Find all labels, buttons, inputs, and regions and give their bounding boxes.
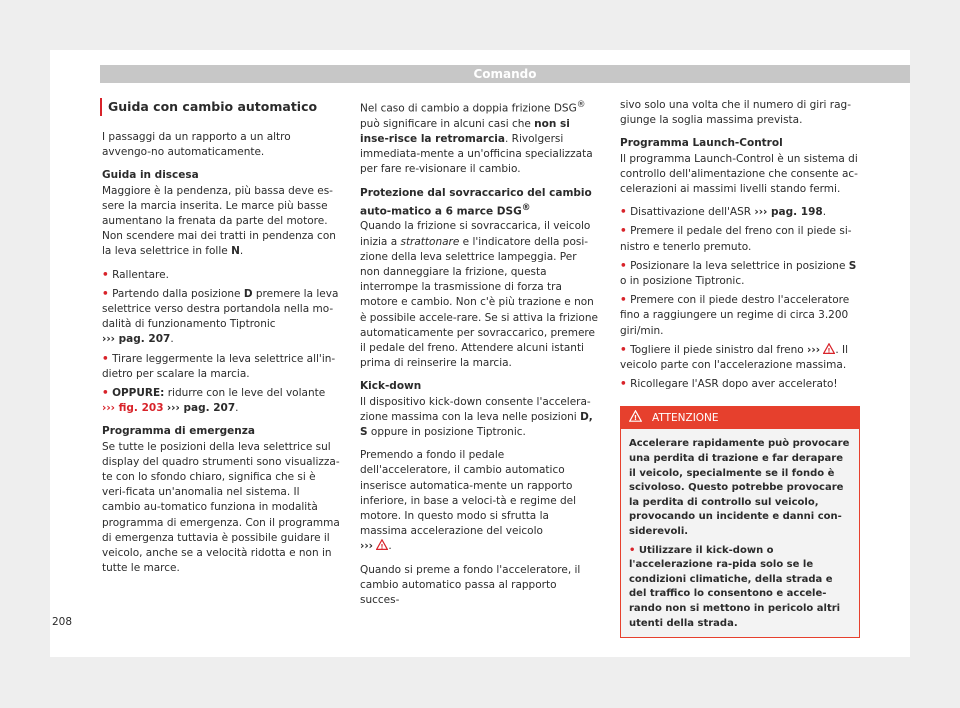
text: o in posizione Tiptronic. xyxy=(620,275,745,288)
text: Posizionare la leva selettrice in posizione xyxy=(630,259,849,272)
text: può significare in alcuni casi che xyxy=(360,117,535,130)
warning-reference-link[interactable]: ››› xyxy=(360,540,373,553)
bullet-icon: • xyxy=(620,294,627,307)
figure-reference-link[interactable]: ››› fig. 203 xyxy=(102,402,164,415)
text: ridurre con le leve del volante xyxy=(164,387,326,400)
list-item xyxy=(620,377,858,392)
paragraph-continuation: sivo solo una volta che il numero di giri rag-giunge la soglia massima prevista. xyxy=(620,99,851,127)
page-reference-link[interactable]: ››› pag. 207 xyxy=(102,333,171,346)
text-bold: S xyxy=(848,259,857,272)
bullet-icon: • xyxy=(102,387,109,400)
paragraph-acceleratore: Premendo a fondo il pedale dell'acceleratore, il cambio automatico inserisce automatica-mente un rapporto inferiore, in base a veloci-tà e regime del motore. In questo modo si sfrutta la massima accelerazione del veicolo ››› ! . xyxy=(360,449,577,553)
text: Premere il pedale del freno con il piede si-nistro e tenerlo premuto. xyxy=(620,225,852,253)
warning-text: Accelerare rapidamente può provocare una perdita di trazione e far derapare il veicolo, specialmente se il fondo è scivoloso. Questo potrebbe provocare la perdita di controllo sul veicolo, provocando un incidente e danni con-siderevoli. xyxy=(629,438,850,538)
warning-box xyxy=(620,406,860,638)
list-item: • Partendo dalla posizione D premere la leva selettrice verso destra portandola nella mo-dalità di funzionamento Tiptronic ››› pag. 207. xyxy=(102,287,339,346)
warning-triangle-icon xyxy=(629,410,642,422)
text: . xyxy=(239,245,244,258)
paragraph-discesa xyxy=(102,184,340,260)
svg-text:!: ! xyxy=(827,346,831,354)
svg-text:!: ! xyxy=(633,414,638,423)
list-item xyxy=(620,205,858,220)
heading-emergenza: Programma di emergenza xyxy=(102,425,255,438)
text-bold: D xyxy=(243,287,253,300)
text: Disattivazione dell'ASR xyxy=(630,206,755,219)
warning-triangle-icon xyxy=(823,343,835,354)
text: Quando la frizione si sovraccarica, il veicolo inizia a xyxy=(360,220,591,248)
paragraph-passaggio: Quando si preme a fondo l'acceleratore, il cambio automatico passa al rapporto succes- xyxy=(360,563,581,607)
registered-mark: ® xyxy=(576,100,586,110)
heading-kickdown: Kick-down xyxy=(360,380,422,393)
list-item xyxy=(620,343,858,373)
text: Partendo dalla posizione xyxy=(112,287,244,300)
paragraph-protezione xyxy=(360,219,598,371)
section-title: Guida con cambio automatico xyxy=(100,98,317,116)
manual-page xyxy=(50,50,910,657)
text: Maggiore è la pendenza, più bassa deve es-sere la marcia inserita. Le marce più basse aumentano la frenata da parte del motore. Non scendere mai dei tratti in pendenza con la leva selettrice in folle xyxy=(102,184,336,258)
bullet-icon: • xyxy=(620,343,627,356)
bullet-icon: • xyxy=(620,259,627,272)
paragraph-emergenza: Se tutte le posizioni della leva selettrice sul display del quadro strumenti sono visualizza-te con lo sfondo chiaro, significa che si è veri-ficata un'anomalia nel sistema. Il cambio au-tomatico funziona in modalità programma di emergenza. Con il programma di emergenza tuttavia è possibile guidare il veicolo, anche se a velocità ridotta e non in tutte le marce. xyxy=(102,440,340,575)
list-item xyxy=(620,293,858,339)
text-bold: D, xyxy=(580,410,593,423)
column-2 xyxy=(360,98,598,616)
text-bold: OPPURE: xyxy=(112,387,165,400)
text: Ricollegare l'ASR dopo aver accelerato! xyxy=(630,378,838,391)
list-item xyxy=(629,544,851,632)
paragraph-kickdown xyxy=(360,395,598,441)
heading-protezione xyxy=(360,186,598,220)
list-item xyxy=(102,352,340,382)
text: Protezione dal sovraccarico del cambio auto-matico a 6 marce DSG xyxy=(360,186,592,218)
text: . Rivolgersi immediata-mente a un'officina specializzata per fare re-visionare il cambio. xyxy=(360,132,593,176)
bullet-icon: • xyxy=(102,352,109,365)
text: e l'indicatore della posi-zione della leva selettrice lampeggia. Per non danneggiare la frizione, questa interrompe la trasmissione di forza tra motore e cambio. Non c'è più trazione e non è possibile accele-rare. Se si attiva la frizione automaticamente per sovraccarico, premere il pedale del freno. Attendere alcuni istanti prima di reinserire la marcia. xyxy=(360,235,598,370)
warning-reference-link[interactable]: ››› xyxy=(807,343,821,356)
list-item: • OPPURE: ridurre con le leve del volante ››› fig. 203 ››› pag. 207. xyxy=(102,387,326,415)
warning-header xyxy=(621,407,859,429)
heading-launch: Programma Launch-Control xyxy=(620,137,783,150)
text: . xyxy=(822,206,827,219)
list-item xyxy=(620,259,858,289)
text: Il dispositivo kick-down consente l'accelera-zione massima con la leva nelle posizioni xyxy=(360,395,591,423)
text-bold: N xyxy=(231,245,240,258)
text: Premere con il piede destro l'acceleratore fino a raggiungere un regime di circa 3.200 giri/min. xyxy=(620,294,850,337)
text: oppure in posizione Tiptronic. xyxy=(367,426,526,439)
paragraph-launch: Il programma Launch-Control è un sistema di controllo dell'alimentazione che consente ac-celerazioni ai massimi livelli stando fermi. xyxy=(620,152,858,196)
warning-body xyxy=(621,429,859,637)
list-item xyxy=(102,268,340,283)
warning-title: ATTENZIONE xyxy=(652,412,719,425)
page-reference-link[interactable]: ››› pag. 207 xyxy=(166,402,236,415)
bullet-icon: • xyxy=(102,268,109,281)
list-item xyxy=(620,224,858,254)
text: Tirare leggermente la leva selettrice all'in-dietro per scalare la marcia. xyxy=(102,352,336,380)
bullet-icon: • xyxy=(629,544,636,556)
text: Rallentare. xyxy=(112,268,169,281)
text-italic: strattonare xyxy=(400,235,460,248)
column-3 xyxy=(620,98,858,638)
text-bold: non si inse-risce la retromarcia xyxy=(360,117,570,145)
warning-triangle-icon xyxy=(376,539,388,550)
svg-text:!: ! xyxy=(380,542,384,551)
text: Premendo a fondo il pedale dell'acceleratore, il cambio automatico inserisce automatica-mente un rapporto inferiore, in base a veloci-tà e regime del motore. In questo modo si sfrutta la massima accelerazione del veicolo xyxy=(360,449,577,538)
text: premere la leva selettrice verso destra portandola nella mo-dalità di funzionamento Tiptronic xyxy=(102,287,339,331)
page-number: 208 xyxy=(52,616,73,628)
text-bold: S xyxy=(360,426,368,439)
bullet-icon: • xyxy=(620,206,627,219)
text: Togliere il piede sinistro dal freno xyxy=(630,343,808,356)
bullet-icon: • xyxy=(102,287,109,300)
intro-text: I passaggi da un rapporto a un altro avvengo-no automaticamente. xyxy=(102,131,291,159)
text: . Il veicolo parte con l'accelerazione massima. xyxy=(620,343,849,372)
text: Nel caso di cambio a doppia frizione DSG xyxy=(360,102,577,115)
column-1 xyxy=(102,130,340,584)
bullet-icon: • xyxy=(620,378,627,391)
page-reference-link[interactable]: ››› pag. 198 xyxy=(754,206,823,219)
bullet-icon: • xyxy=(620,225,627,238)
text: Utilizzare il kick-down o l'accelerazione ra-pida solo se le condizioni climatiche, della strada e del traffico lo consentono e accele-rando non si mettono in pericolo altri utenti della strada. xyxy=(629,544,841,629)
heading-discesa: Guida in discesa xyxy=(102,169,199,182)
chapter-header: Comando xyxy=(100,65,910,83)
paragraph-dsg xyxy=(360,98,598,178)
registered-mark: ® xyxy=(521,202,531,213)
